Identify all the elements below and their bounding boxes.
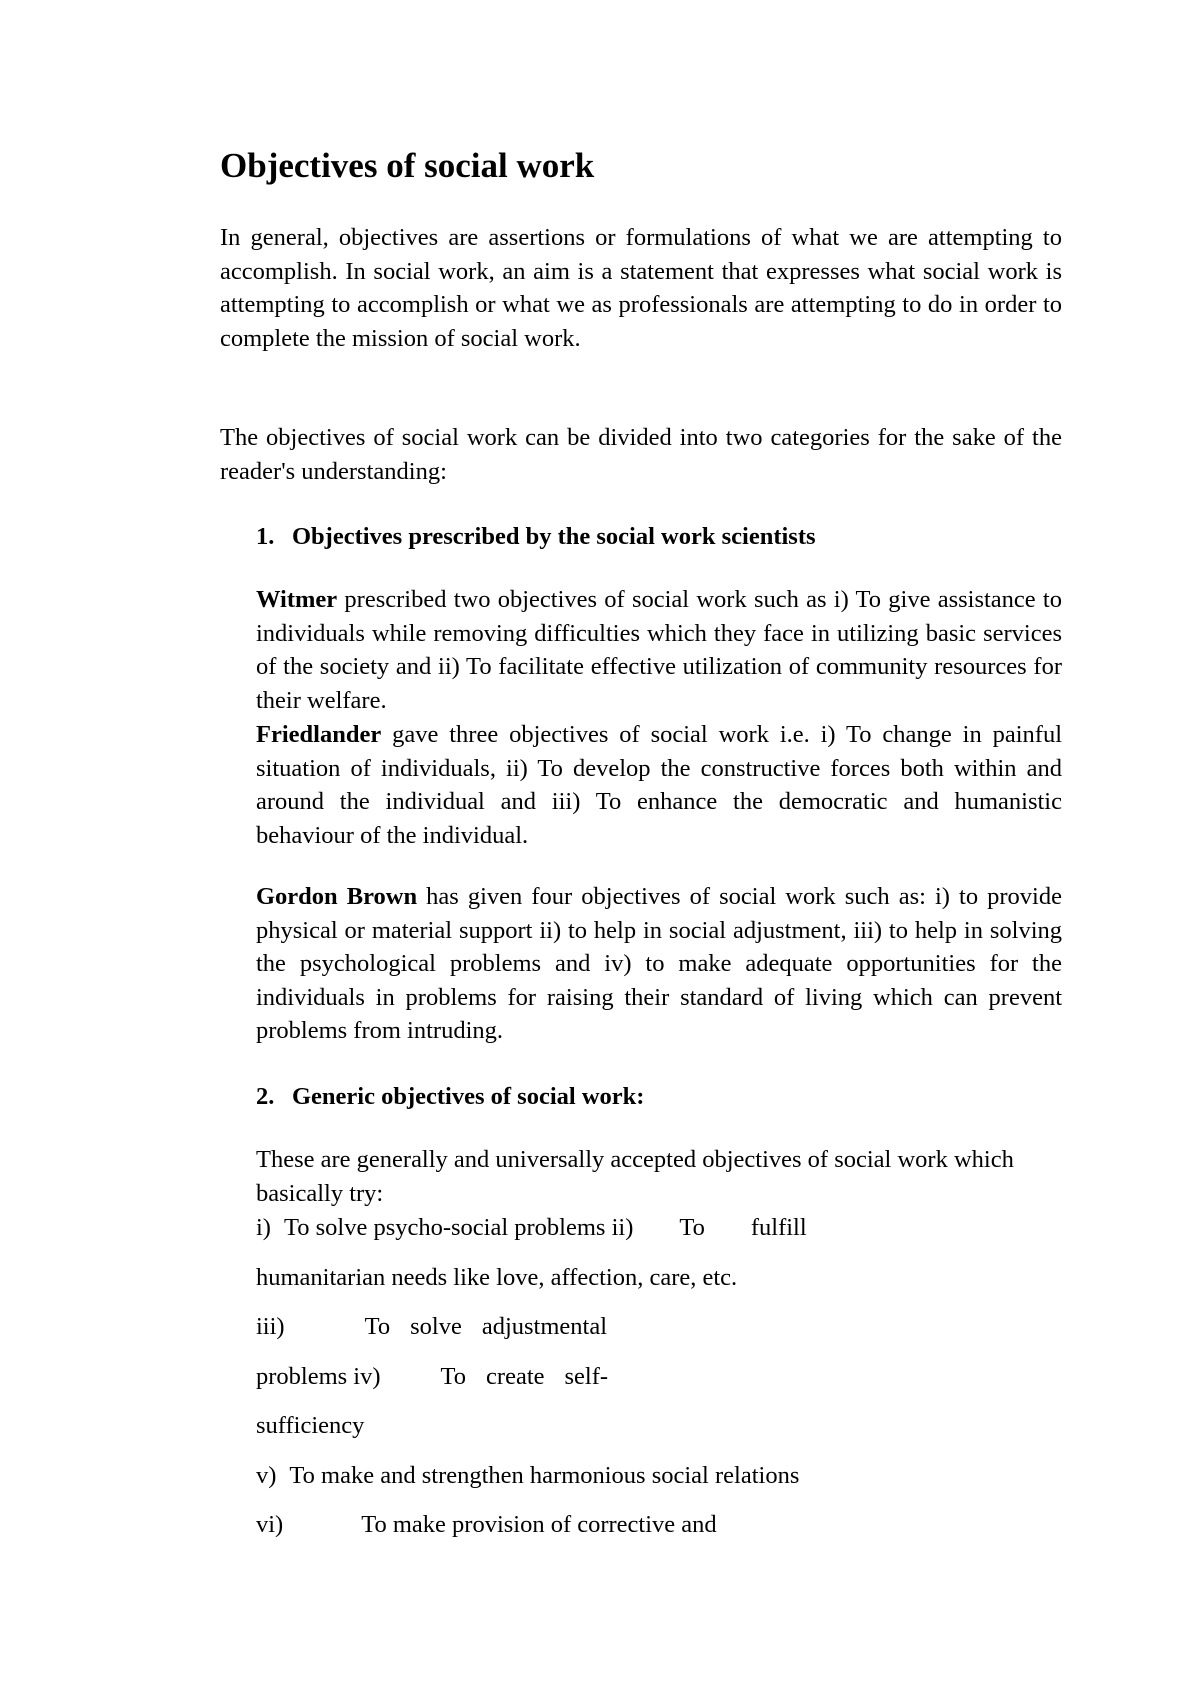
page-title: Objectives of social work (220, 146, 595, 185)
list-item (256, 1508, 717, 1542)
section-1-heading (256, 520, 816, 554)
friedlander-name: Friedlander (256, 721, 382, 748)
list-text: sufficiency (256, 1412, 365, 1439)
list-text: To (440, 1363, 467, 1390)
gordon-brown-name: Gordon Brown (256, 883, 418, 910)
section-2-title: Generic objectives of social work: (292, 1083, 645, 1110)
list-text: solve (410, 1313, 462, 1340)
list-marker: v) (256, 1462, 277, 1489)
generic-intro-paragraph: These are generally and universally accepted objectives of social work which basically try: (256, 1146, 1014, 1207)
witmer-name: Witmer (256, 586, 338, 613)
list-text: To make provision of corrective and (361, 1511, 717, 1538)
section-2-number: 2. (256, 1083, 275, 1110)
list-text: create (486, 1363, 545, 1390)
list-text: adjustmental (481, 1313, 608, 1340)
friedlander-paragraph (256, 718, 1062, 852)
section-1-number: 1. (256, 523, 275, 550)
list-text: problems iv) (256, 1363, 381, 1390)
list-text: To make and strengthen harmonious social relations (289, 1462, 800, 1489)
categories-paragraph: The objectives of social work can be divided into two categories for the sake of the reader's understanding: (220, 424, 1062, 485)
friedlander-text: gave three objectives of social work i.e. i) To change in painful situation of individuals, ii) To develop the constructive forces both within and around the individual and iii) To enhance the democratic and humanistic behaviour of the individual. (256, 721, 1062, 849)
list-marker: iii) (256, 1313, 285, 1340)
list-text: fulfill (750, 1214, 807, 1241)
list-text: To solve psycho-social problems ii) (283, 1214, 634, 1241)
witmer-text: prescribed two objectives of social work such as i) To give assistance to individuals while removing difficulties which they face in utilizing basic services of the society and ii) To facilitate effective utilization of community resources for their welfare. (256, 586, 1062, 714)
list-text: self- (564, 1363, 609, 1390)
gordon-brown-paragraph (256, 880, 1062, 1048)
list-text: humanitarian needs like love, affection, care, etc. (256, 1264, 738, 1291)
list-item (256, 1409, 364, 1443)
list-item (256, 1211, 807, 1245)
section-2-heading (256, 1080, 644, 1114)
section-1-title: Objectives prescribed by the social work scientists (292, 523, 816, 550)
list-marker: i) (256, 1214, 271, 1241)
list-text: To (364, 1313, 391, 1340)
witmer-paragraph (256, 583, 1062, 717)
gordon-brown-text: has given four objectives of social work such as: i) to provide physical or material support ii) to help in social adjustment, iii) to help in solving the psychological problems and iv) to make adequate opportunities for the individuals in problems for raising their standard of living which can prevent problems from intruding. (256, 883, 1062, 1044)
list-item (256, 1459, 799, 1493)
list-marker: vi) (256, 1511, 284, 1538)
list-item (256, 1360, 608, 1394)
list-text: To (679, 1214, 705, 1241)
intro-paragraph: In general, objectives are assertions or formulations of what we are attempting to accomplish. In social work, an aim is a statement that expresses what social work is attempting to accomplish or what we as professionals are attempting to do in order to complete the mission of social work. (220, 224, 1062, 352)
list-item (256, 1310, 607, 1344)
list-item (256, 1261, 737, 1295)
